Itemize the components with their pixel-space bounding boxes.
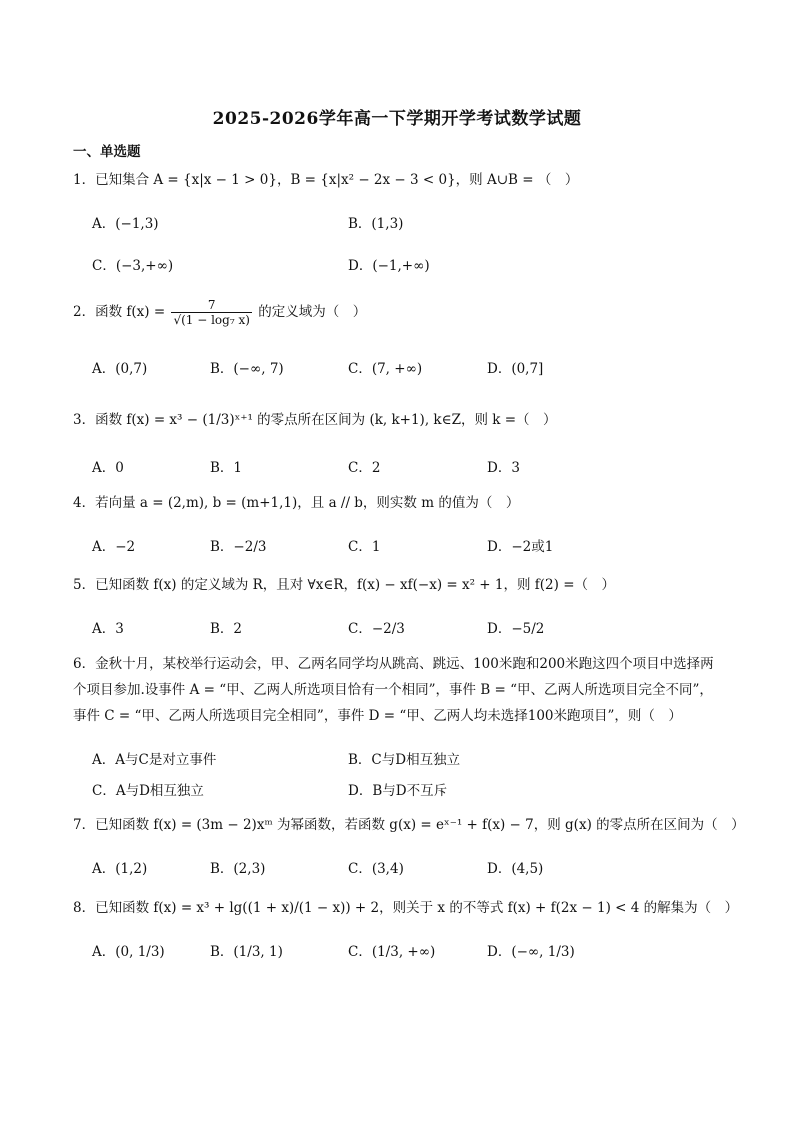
question-7-option-b: B．(2,3)	[210, 861, 266, 877]
question-5-option-b: B．2	[210, 621, 243, 637]
question-6-option-a: A．A与C是对立事件	[92, 752, 217, 768]
question-8-option-a: A．(0, 1/3)	[92, 944, 165, 960]
question-7-option-d: D．(4,5)	[487, 861, 544, 877]
question-1-option-c: C．(−3,+∞)	[92, 258, 174, 274]
question-1-stem: 1．已知集合 A = {x|x − 1 > 0}，B = {x|x² − 2x − 3 < 0}，则 A∪B = （ ）	[73, 172, 579, 188]
question-4-option-d: D．−2或1	[487, 539, 554, 555]
question-4-stem: 4．若向量 a = (2,m), b = (m+1,1)，且 a // b，则实数 m 的值为（ ）	[73, 495, 520, 511]
question-2-option-b: B．(−∞, 7)	[210, 361, 284, 377]
question-2-fraction-numerator: 7	[171, 298, 251, 313]
question-4-option-c: C．1	[348, 539, 381, 555]
question-2-stem-end: 的定义域为（ ）	[258, 304, 367, 320]
question-2-stem	[73, 298, 366, 327]
question-4-option-a: A．−2	[92, 539, 136, 555]
question-3-option-d: D．3	[487, 460, 520, 476]
question-2-fraction-denominator: √(1 − log₇ x)	[173, 313, 250, 327]
question-3-option-a: A．0	[92, 460, 124, 476]
question-2-option-c: C．(7, +∞)	[348, 361, 423, 377]
question-8-option-d: D．(−∞, 1/3)	[487, 944, 575, 960]
question-5-option-c: C．−2/3	[348, 621, 405, 637]
question-5-option-d: D．−5/2	[487, 621, 545, 637]
question-3-stem: 3．函数 f(x) = x³ − (1/3)ˣ⁺¹ 的零点所在区间为 (k, k+1), k∈Z，则 k =（ ）	[73, 412, 557, 428]
question-3-option-b: B．1	[210, 460, 243, 476]
question-2-stem-start: 2．函数 f(x) =	[73, 304, 166, 320]
question-7-stem: 7．已知函数 f(x) = (3m − 2)xᵐ 为幂函数，若函数 g(x) = eˣ⁻¹ + f(x) − 7，则 g(x) 的零点所在区间为（ ）	[73, 817, 745, 833]
question-2-option-a: A．(0,7)	[92, 361, 148, 377]
question-8-option-b: B．(1/3, 1)	[210, 944, 283, 960]
question-4-option-b: B．−2/3	[210, 539, 267, 555]
section-heading: 一、单选题	[73, 144, 141, 160]
question-5-stem: 5．已知函数 f(x) 的定义域为 R，且对 ∀x∈R，f(x) − xf(−x) = x² + 1，则 f(2) =（ ）	[73, 577, 616, 593]
question-1-option-d: D．(−1,+∞)	[348, 258, 430, 274]
question-3-option-c: C．2	[348, 460, 381, 476]
question-8-stem: 8．已知函数 f(x) = x³ + lg((1 + x)/(1 − x)) + 2，则关于 x 的不等式 f(x) + f(2x − 1) < 4 的解集为（ ）	[73, 900, 739, 916]
question-6-option-b: B．C与D相互独立	[348, 752, 461, 768]
question-2-fraction	[171, 298, 251, 327]
question-8-option-c: C．(1/3, +∞)	[348, 944, 436, 960]
question-1-option-a: A．(−1,3)	[92, 216, 159, 232]
question-7-option-a: A．(1,2)	[92, 861, 148, 877]
question-6-stem: 6．金秋十月，某校举行运动会，甲、乙两名同学均从跳高、跳远、100米跑和200米跑这四个项目中选择两个项目参加.设事件 A = “甲、乙两人所选项目恰有一个相同”，事件 B = “甲、乙两人所选项目完全不同”，事件 C = “甲、乙两人所选项目完全相同”，事件 D = “甲、乙两人均未选择100米跑项目”，则（ ）	[73, 656, 714, 724]
question-7-option-c: C．(3,4)	[348, 861, 404, 877]
page-title: 2025-2026学年高一下学期开学考试数学试题	[212, 109, 582, 129]
question-1-option-b: B．(1,3)	[348, 216, 404, 232]
question-5-option-a: A．3	[92, 621, 124, 637]
question-6-option-d: D．B与D不互斥	[348, 783, 448, 799]
question-2-option-d: D．(0,7]	[487, 361, 544, 377]
question-6-option-c: C．A与D相互独立	[92, 783, 204, 799]
